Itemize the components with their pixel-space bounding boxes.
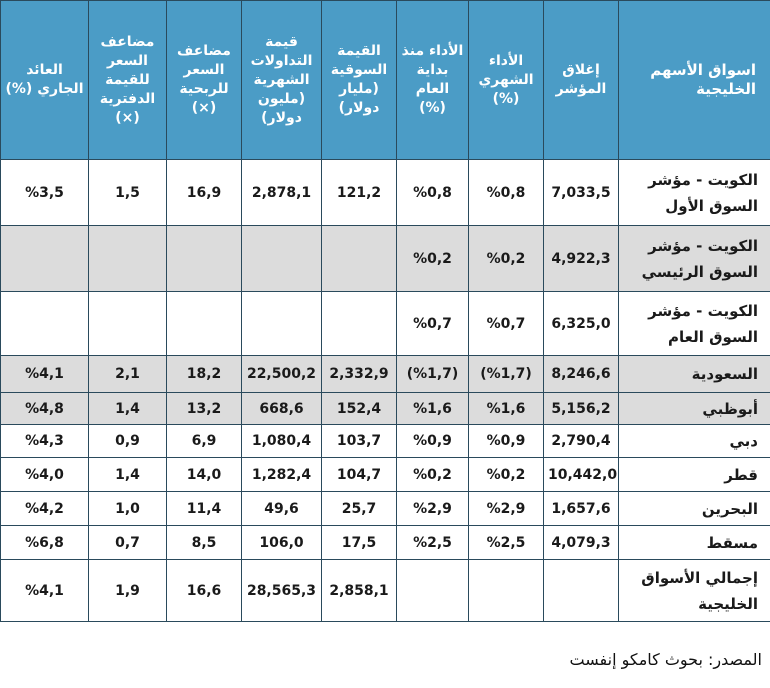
yield-cell: %4,8: [1, 393, 89, 425]
ytd-cell: [397, 560, 469, 622]
market-cap-cell: 152,4: [322, 393, 397, 425]
table-row: [1, 226, 770, 292]
table-row: [1, 425, 770, 458]
table-row: [1, 492, 770, 526]
yield-cell: %4,1: [1, 356, 89, 393]
pe-cell: 16,6: [167, 560, 242, 622]
pb-cell: 1,0: [89, 492, 167, 526]
market-cap-cell: 25,7: [322, 492, 397, 526]
market-cell: الكويت - مؤشر السوق الأول: [619, 160, 770, 226]
market-cell: الكويت - مؤشر السوق الرئيسي: [619, 226, 770, 292]
traded-value-cell: 1,282,4: [242, 458, 322, 492]
market-cap-cell: 17,5: [322, 526, 397, 560]
pe-cell: 13,2: [167, 393, 242, 425]
ytd-cell: %0,7: [397, 292, 469, 356]
ytd-cell: %0,9: [397, 425, 469, 458]
yield-cell: %3,5: [1, 160, 89, 226]
ytd-cell: %0,2: [397, 458, 469, 492]
index-close-cell: 8,246,6: [544, 356, 619, 393]
yield-cell: %4,1: [1, 560, 89, 622]
market-cap-cell: [322, 226, 397, 292]
monthly-cell: (%1,7): [469, 356, 544, 393]
monthly-cell: %0,8: [469, 160, 544, 226]
pe-cell: 18,2: [167, 356, 242, 393]
pe-cell: [167, 292, 242, 356]
header-market-cap: القيمة السوقية (مليار دولار): [322, 1, 397, 160]
yield-cell: %6,8: [1, 526, 89, 560]
market-cell: مسقط: [619, 526, 770, 560]
ytd-cell: (%1,7): [397, 356, 469, 393]
traded-value-cell: 49,6: [242, 492, 322, 526]
table-row: [1, 393, 770, 425]
market-cap-cell: 2,332,9: [322, 356, 397, 393]
ytd-cell: %0,8: [397, 160, 469, 226]
yield-cell: [1, 292, 89, 356]
pe-cell: 11,4: [167, 492, 242, 526]
table-row: [1, 292, 770, 356]
source-note: المصدر: بحوث كامكو إنفست: [569, 650, 762, 669]
pb-cell: 1,4: [89, 458, 167, 492]
market-cell: البحرين: [619, 492, 770, 526]
traded-value-cell: [242, 226, 322, 292]
monthly-cell: %2,5: [469, 526, 544, 560]
ytd-cell: %1,6: [397, 393, 469, 425]
traded-value-cell: 22,500,2: [242, 356, 322, 393]
monthly-cell: [469, 560, 544, 622]
index-close-cell: 1,657,6: [544, 492, 619, 526]
monthly-cell: %2,9: [469, 492, 544, 526]
monthly-cell: %0,9: [469, 425, 544, 458]
header-ytd-performance: الأداء منذ بداية العام (%): [397, 1, 469, 160]
market-cap-cell: 103,7: [322, 425, 397, 458]
market-cap-cell: 2,858,1: [322, 560, 397, 622]
market-cap-cell: 121,2: [322, 160, 397, 226]
index-close-cell: 5,156,2: [544, 393, 619, 425]
index-close-cell: 2,790,4: [544, 425, 619, 458]
header-pb-ratio: مضاعف السعر للقيمة الدفترية (×): [89, 1, 167, 160]
table-row: [1, 560, 770, 622]
ytd-cell: %2,9: [397, 492, 469, 526]
pb-cell: [89, 226, 167, 292]
yield-cell: %4,2: [1, 492, 89, 526]
pe-cell: [167, 226, 242, 292]
market-cell: الكويت - مؤشر السوق العام: [619, 292, 770, 356]
monthly-cell: %0,2: [469, 226, 544, 292]
ytd-cell: %0,2: [397, 226, 469, 292]
header-monthly-traded-value: قيمة التداولات الشهرية (مليون دولار): [242, 1, 322, 160]
ytd-cell: %2,5: [397, 526, 469, 560]
traded-value-cell: 2,878,1: [242, 160, 322, 226]
table-row: [1, 160, 770, 226]
market-cell: إجمالي الأسواق الخليجية: [619, 560, 770, 622]
table-body: [1, 160, 770, 622]
header-row: [1, 1, 770, 160]
table-row: [1, 356, 770, 393]
pb-cell: 0,9: [89, 425, 167, 458]
index-close-cell: [544, 560, 619, 622]
index-close-cell: 4,922,3: [544, 226, 619, 292]
traded-value-cell: [242, 292, 322, 356]
pb-cell: 1,5: [89, 160, 167, 226]
pe-cell: 16,9: [167, 160, 242, 226]
table-row: [1, 526, 770, 560]
market-cell: دبي: [619, 425, 770, 458]
pb-cell: 0,7: [89, 526, 167, 560]
pb-cell: 1,4: [89, 393, 167, 425]
monthly-cell: %1,6: [469, 393, 544, 425]
pe-cell: 14,0: [167, 458, 242, 492]
market-cap-cell: [322, 292, 397, 356]
pb-cell: [89, 292, 167, 356]
market-cell: أبوظبي: [619, 393, 770, 425]
header-dividend-yield: العائد الجاري (%): [1, 1, 89, 160]
header-market: اسواق الأسهم الخليجية: [619, 1, 770, 160]
header-index-close: إغلاق المؤشر: [544, 1, 619, 160]
yield-cell: [1, 226, 89, 292]
yield-cell: %4,3: [1, 425, 89, 458]
pe-cell: 6,9: [167, 425, 242, 458]
monthly-cell: %0,7: [469, 292, 544, 356]
header-pe-ratio: مضاعف السعر للربحية (×): [167, 1, 242, 160]
market-cell: السعودية: [619, 356, 770, 393]
yield-cell: %4,0: [1, 458, 89, 492]
pb-cell: 1,9: [89, 560, 167, 622]
market-cap-cell: 104,7: [322, 458, 397, 492]
header-monthly-performance: الأداء الشهري (%): [469, 1, 544, 160]
market-cell: قطر: [619, 458, 770, 492]
traded-value-cell: 28,565,3: [242, 560, 322, 622]
pb-cell: 2,1: [89, 356, 167, 393]
traded-value-cell: 106,0: [242, 526, 322, 560]
monthly-cell: %0,2: [469, 458, 544, 492]
index-close-cell: 4,079,3: [544, 526, 619, 560]
traded-value-cell: 1,080,4: [242, 425, 322, 458]
traded-value-cell: 668,6: [242, 393, 322, 425]
table-row: [1, 458, 770, 492]
pe-cell: 8,5: [167, 526, 242, 560]
index-close-cell: 7,033,5: [544, 160, 619, 226]
index-close-cell: 10,442,0: [544, 458, 619, 492]
index-close-cell: 6,325,0: [544, 292, 619, 356]
